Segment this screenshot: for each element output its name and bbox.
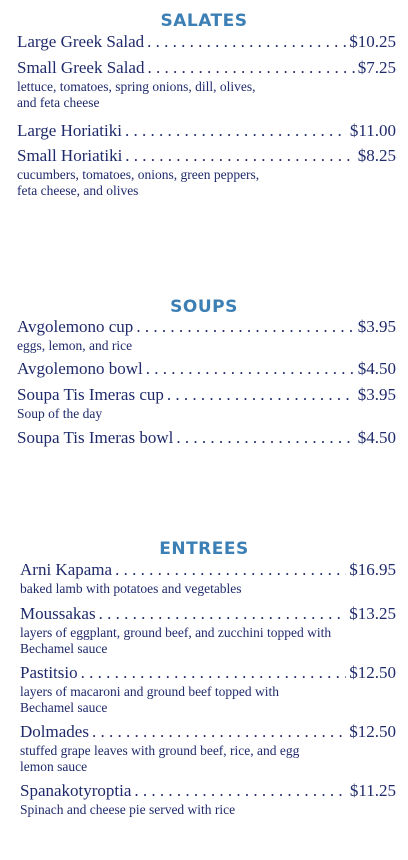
- item-description: stuffed grape leaves with ground beef, rice, and egg lemon sauce: [20, 743, 300, 774]
- item-description: lettuce, tomatoes, spring onions, dill, olives, and feta cheese: [17, 79, 256, 110]
- item-price: $7.25: [357, 58, 396, 77]
- item-name: Avgolemono cup: [17, 317, 134, 336]
- menu-item: [17, 385, 396, 422]
- item-description: layers of macaroni and ground beef topped with Bechamel sauce: [20, 684, 280, 715]
- menu-item: [17, 428, 396, 448]
- item-name: Soupa Tis Imeras cup: [17, 385, 164, 404]
- item-price: $3.95: [357, 317, 396, 336]
- leader-dots: [134, 781, 346, 801]
- item-description: layers of eggplant, ground beef, and zucchini topped with Bechamel sauce: [20, 625, 332, 656]
- item-price: $4.50: [357, 428, 396, 447]
- item-price: $10.25: [349, 32, 396, 51]
- item-price: $12.50: [349, 722, 396, 741]
- menu-item: [20, 560, 396, 597]
- section-entrees: [0, 539, 408, 818]
- leader-dots: [136, 317, 354, 337]
- item-name: Arni Kapama: [20, 560, 113, 579]
- item-price: $16.95: [349, 560, 396, 579]
- section-title: SALATES: [160, 11, 248, 31]
- item-name: Small Greek Salad: [17, 58, 145, 77]
- item-price: $13.25: [349, 604, 396, 623]
- menu-item: [20, 663, 396, 716]
- section-title: ENTREES: [159, 539, 249, 559]
- item-name: Spanakotyroptia: [20, 781, 132, 800]
- item-description: eggs, lemon, and rice: [17, 338, 133, 353]
- item-description: Spinach and cheese pie served with rice: [20, 802, 236, 817]
- leader-dots: [99, 604, 347, 624]
- menu-item: [17, 359, 396, 379]
- section-salates: [0, 11, 408, 199]
- leader-dots: [147, 32, 346, 52]
- leader-dots: [125, 146, 354, 166]
- item-name: Avgolemono bowl: [17, 359, 143, 378]
- menu-item: [20, 604, 396, 657]
- leader-dots: [81, 663, 347, 683]
- item-description: cucumbers, tomatoes, onions, green peppers, feta cheese, and olives: [17, 167, 260, 198]
- menu-item: [17, 32, 396, 52]
- leader-dots: [147, 58, 354, 78]
- item-price: $12.50: [349, 663, 396, 682]
- item-price: $3.95: [357, 385, 396, 404]
- menu-item: [17, 121, 396, 141]
- item-name: Large Horiatiki: [17, 121, 122, 140]
- section-title: SOUPS: [170, 297, 238, 317]
- section-soups: [0, 297, 408, 448]
- menu-item: [20, 722, 396, 775]
- leader-dots: [167, 385, 355, 405]
- item-price: $8.25: [357, 146, 396, 165]
- menu-item: [17, 317, 396, 354]
- leader-dots: [115, 560, 346, 580]
- menu-item: [17, 58, 396, 111]
- menu-item: [17, 146, 396, 199]
- leader-dots: [92, 722, 346, 742]
- leader-dots: [125, 121, 347, 141]
- item-name: Soupa Tis Imeras bowl: [17, 428, 174, 447]
- item-price: $11.25: [349, 781, 396, 800]
- item-price: $11.00: [349, 121, 396, 140]
- leader-dots: [176, 428, 354, 448]
- item-description: Soup of the day: [17, 406, 103, 421]
- item-name: Dolmades: [20, 722, 89, 741]
- item-name: Pastitsio: [20, 663, 78, 682]
- item-price: $4.50: [357, 359, 396, 378]
- leader-dots: [146, 359, 355, 379]
- item-description: baked lamb with potatoes and vegetables: [20, 581, 242, 596]
- item-name: Moussakas: [20, 604, 96, 623]
- menu-item: [20, 781, 396, 818]
- item-name: Small Horiatiki: [17, 146, 123, 165]
- item-name: Large Greek Salad: [17, 32, 145, 51]
